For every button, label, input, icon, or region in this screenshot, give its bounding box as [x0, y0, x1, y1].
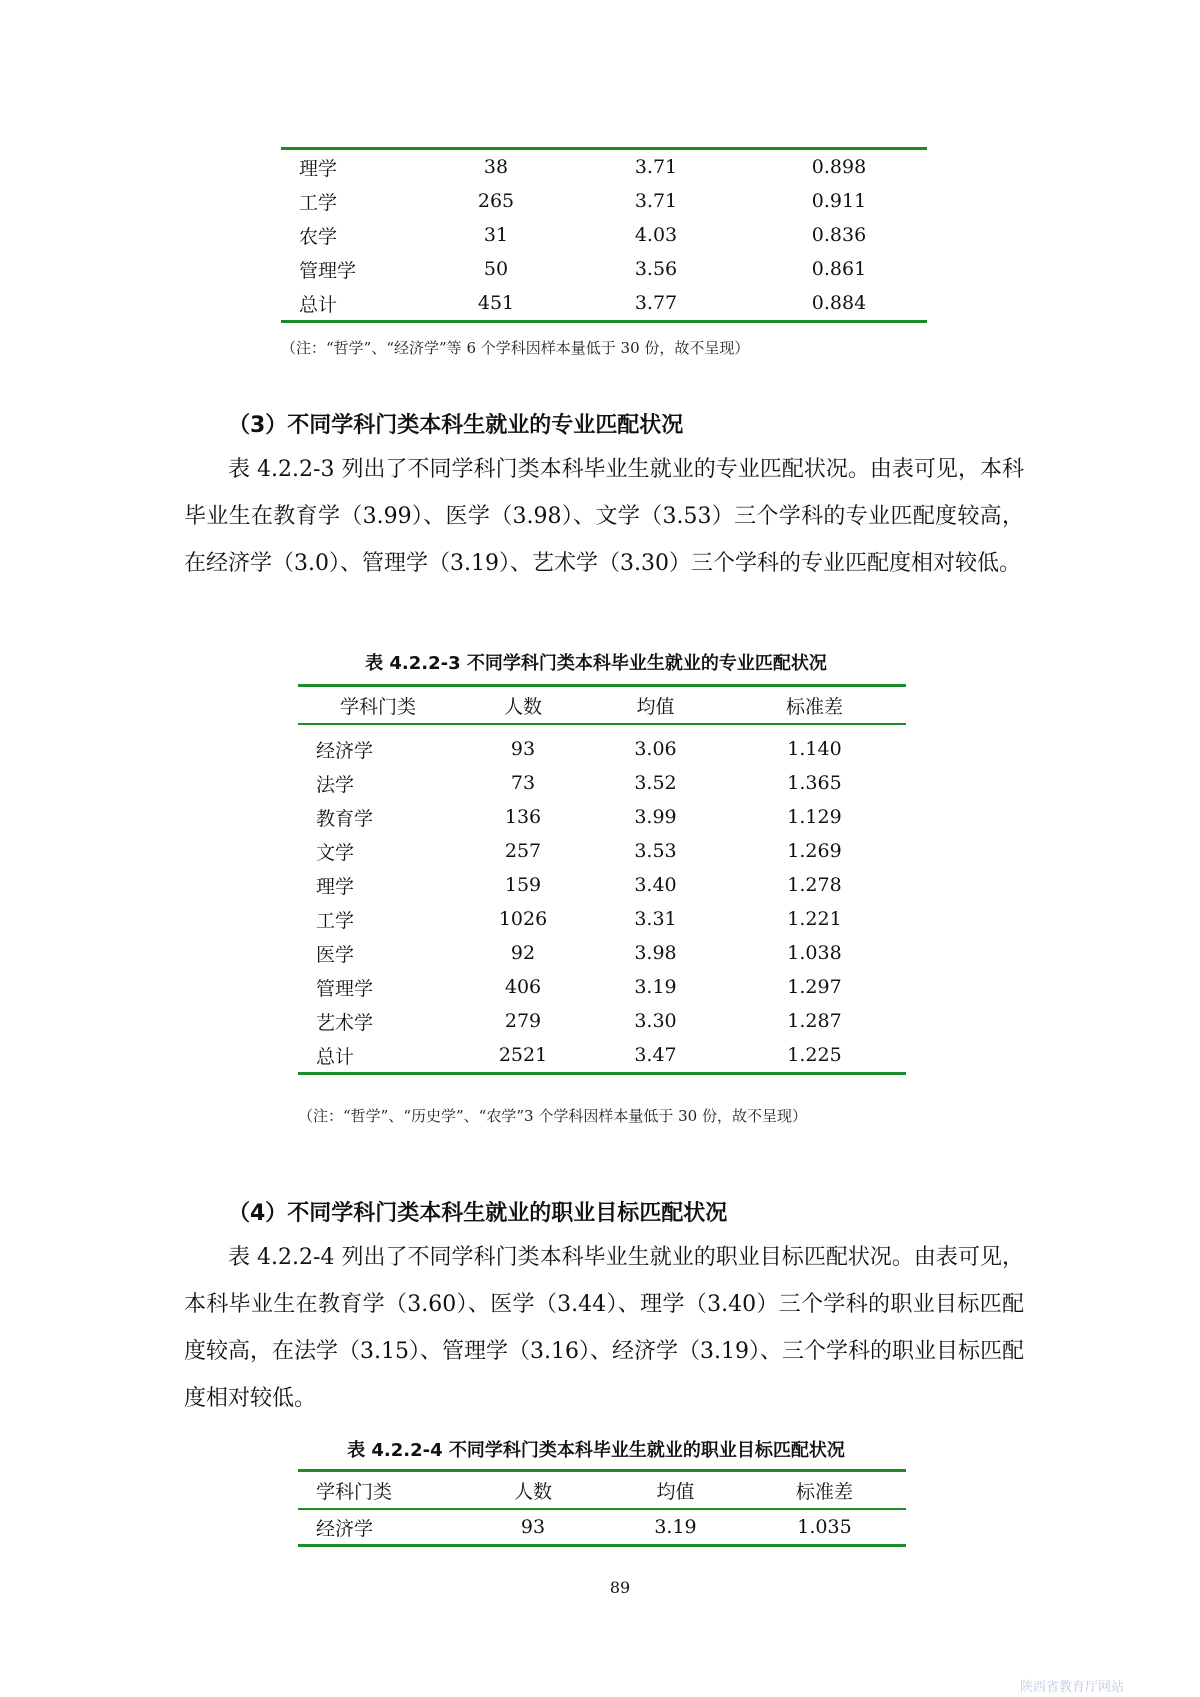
- cell-count: 31: [483, 224, 509, 246]
- cell-category: 工学: [299, 191, 338, 214]
- cell-mean: 4.03: [634, 224, 678, 246]
- table-caption: 表 4.2.2-4 不同学科门类本科毕业生就业的职业目标匹配状况: [347, 1440, 845, 1461]
- table-major-match: [298, 684, 906, 1075]
- cell-sd: 1.140: [787, 738, 842, 760]
- header-count: 人数: [513, 1480, 552, 1503]
- cell-category: 管理学: [299, 259, 357, 282]
- cell-count: 1026: [498, 908, 548, 930]
- cell-count: 93: [510, 738, 536, 760]
- table-header-row: [298, 1471, 906, 1510]
- cell-mean: 3.06: [634, 738, 677, 760]
- table-row: [281, 252, 927, 286]
- cell-mean: 3.71: [634, 156, 678, 178]
- section-heading: （3）不同学科门类本科生就业的专业匹配状况: [228, 413, 684, 438]
- cell-count: 2521: [498, 1044, 548, 1066]
- cell-category: 经济学: [316, 1517, 374, 1540]
- header-sd: 标准差: [785, 695, 843, 718]
- cell-count: 279: [504, 1010, 542, 1032]
- table-row: [298, 766, 906, 800]
- table-row: [298, 936, 906, 970]
- section-paragraph: 表 4.2.2-4 列出了不同学科门类本科毕业生就业的职业目标匹配状况。由表可见，本科毕业生在教育学（3.60）、医学（3.44）、理学（3.40）三个学科的职业目标匹配度较高，在法学（3.15）、管理学（3.16）、经济学（3.19）、三个学科的职业目标匹配度相对较低。: [184, 1245, 1024, 1411]
- cell-mean: 3.40: [634, 874, 677, 896]
- table-row: [298, 800, 906, 834]
- table-row: [298, 834, 906, 868]
- cell-sd: 1.297: [787, 976, 842, 998]
- cell-mean: 3.98: [634, 942, 677, 964]
- cell-sd: 0.898: [811, 156, 867, 178]
- table-row: [298, 732, 906, 766]
- table-note: （注：“哲学”、“历史学”、“农学”3 个学科因样本量低于 30 份，故不呈现）: [298, 1107, 807, 1125]
- cell-mean: 3.99: [634, 806, 677, 828]
- table-row: [298, 1038, 906, 1074]
- cell-category: 农学: [299, 225, 338, 248]
- table-career-match: [298, 1469, 906, 1547]
- cell-sd: 0.836: [811, 224, 867, 246]
- cell-category: 医学: [316, 943, 355, 966]
- cell-category: 工学: [316, 909, 355, 932]
- cell-sd: 1.225: [787, 1044, 842, 1066]
- table-row: [298, 1004, 906, 1038]
- cell-sd: 1.038: [787, 942, 842, 964]
- cell-mean: 3.47: [634, 1044, 677, 1066]
- header-sd: 标准差: [795, 1480, 853, 1503]
- cell-mean: 3.77: [634, 292, 678, 314]
- table-row: [281, 218, 927, 252]
- cell-sd: 0.911: [811, 190, 867, 212]
- cell-category: 艺术学: [316, 1011, 374, 1034]
- watermark: [1020, 1676, 1124, 1695]
- cell-sd: 1.287: [787, 1010, 842, 1032]
- table-row: [298, 868, 906, 902]
- cell-category: 教育学: [316, 807, 374, 830]
- cell-mean: 3.19: [634, 976, 677, 998]
- cell-sd: 1.035: [797, 1516, 852, 1538]
- cell-mean: 3.71: [634, 190, 678, 212]
- cell-sd: 0.884: [811, 292, 867, 314]
- watermark-text: 陕西省教育厅网站: [1020, 1680, 1125, 1695]
- header-mean: 均值: [656, 1480, 695, 1503]
- table-row: [298, 970, 906, 1004]
- cell-category: 理学: [316, 875, 355, 898]
- table-row: [281, 149, 927, 185]
- table-caption: 表 4.2.2-3 不同学科门类本科毕业生就业的专业匹配状况: [365, 653, 827, 674]
- header-count: 人数: [503, 695, 542, 718]
- table-row: [298, 902, 906, 936]
- cell-count: 136: [504, 806, 542, 828]
- cell-sd: 0.861: [811, 258, 867, 280]
- section-paragraph: 表 4.2.2-3 列出了不同学科门类本科毕业生就业的专业匹配状况。由表可见，本科毕业生在教育学（3.99）、医学（3.98）、文学（3.53）三个学科的专业匹配度较高，在经济学（3.0）、管理学（3.19）、艺术学（3.30）三个学科的专业匹配度相对较低。: [184, 457, 1024, 576]
- cell-category: 总计: [316, 1045, 355, 1068]
- cell-sd: 1.129: [787, 806, 842, 828]
- cell-sd: 1.221: [787, 908, 842, 930]
- cell-category: 理学: [299, 157, 338, 180]
- cell-count: 257: [504, 840, 542, 862]
- table-header-row: [298, 686, 906, 725]
- cell-mean: 3.56: [634, 258, 678, 280]
- cell-sd: 1.365: [787, 772, 842, 794]
- cell-sd: 1.278: [787, 874, 842, 896]
- cell-mean: 3.19: [654, 1516, 697, 1538]
- table-row: [281, 184, 927, 218]
- table-row: [298, 1509, 906, 1546]
- table-row: [281, 286, 927, 322]
- cell-category: 管理学: [316, 977, 374, 1000]
- cell-count: 159: [504, 874, 542, 896]
- header-category: 学科门类: [316, 1480, 393, 1503]
- cell-sd: 1.269: [787, 840, 842, 862]
- cell-category: 法学: [316, 773, 355, 796]
- section-heading: （4）不同学科门类本科生就业的职业目标匹配状况: [228, 1201, 728, 1226]
- cell-category: 经济学: [316, 739, 374, 762]
- cell-category: 文学: [316, 841, 355, 864]
- cell-count: 92: [510, 942, 536, 964]
- table-note: （注：“哲学”、“经济学”等 6 个学科因样本量低于 30 份，故不呈现）: [281, 339, 750, 357]
- cell-count: 265: [477, 190, 515, 212]
- cell-count: 73: [510, 772, 536, 794]
- cell-count: 50: [483, 258, 509, 280]
- cell-mean: 3.31: [634, 908, 677, 930]
- cell-count: 93: [520, 1516, 546, 1538]
- header-mean: 均值: [636, 695, 675, 718]
- cell-count: 451: [477, 292, 515, 314]
- cell-count: 38: [483, 156, 509, 178]
- page-number: 89: [609, 1578, 631, 1597]
- cell-mean: 3.52: [634, 772, 677, 794]
- table-continued: [281, 147, 927, 323]
- cell-count: 406: [504, 976, 542, 998]
- cell-category: 总计: [299, 293, 338, 316]
- cell-mean: 3.30: [634, 1010, 677, 1032]
- header-category: 学科门类: [339, 695, 416, 718]
- cell-mean: 3.53: [634, 840, 677, 862]
